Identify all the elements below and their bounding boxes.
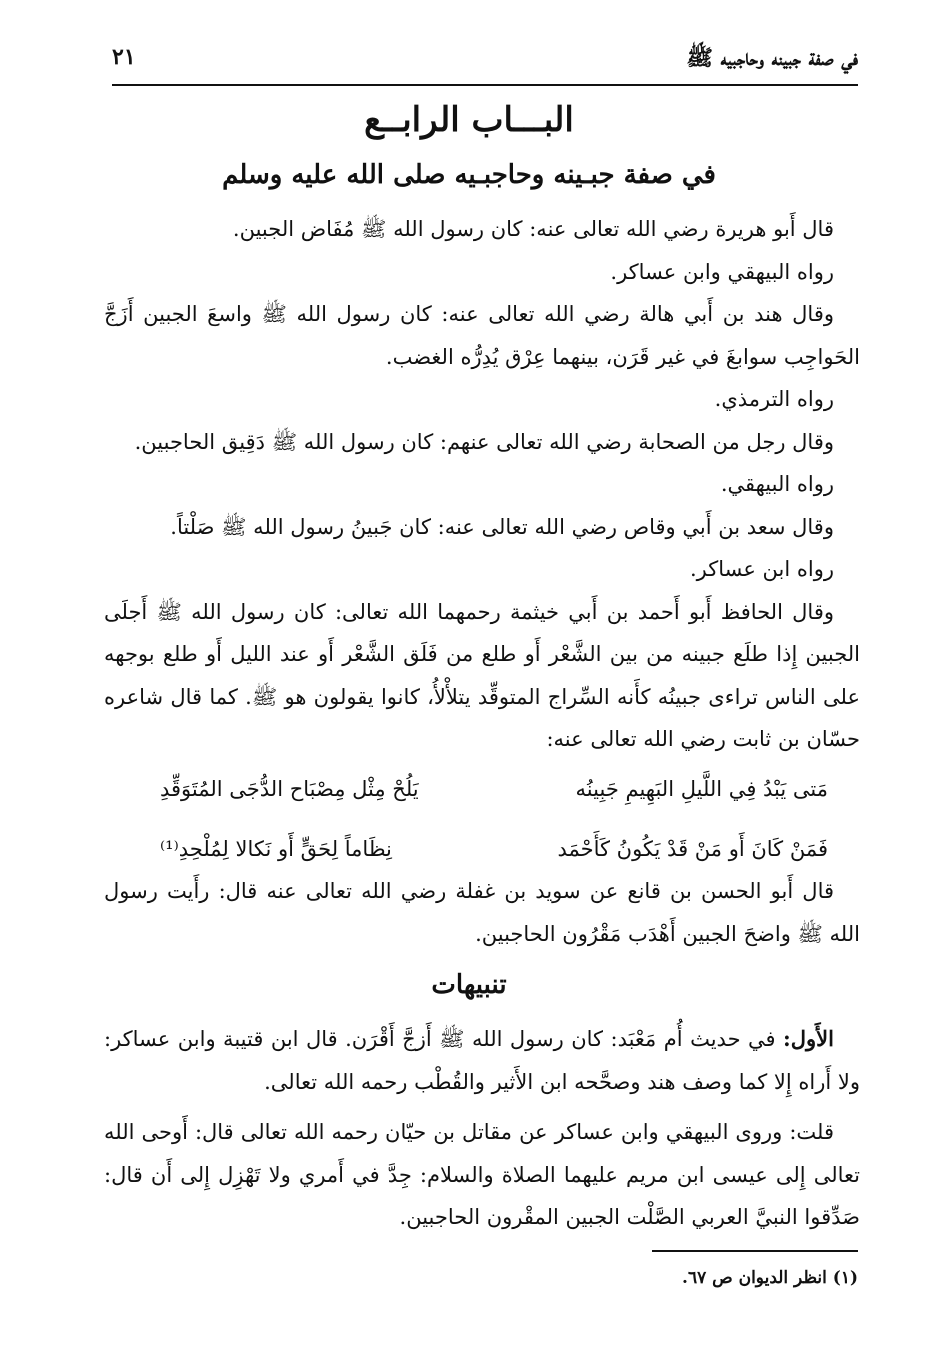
paragraph: رواه ابن عساكر. (689, 557, 834, 581)
page-number: ٢١ (112, 44, 136, 70)
paragraph: وقال رجل من الصحابة رضي الله تعالى عنهم: كان رسول الله ﷺ دَقِيق الحاجبين. (134, 429, 834, 454)
chapter-subtitle: في صفة جبـينه وحاجبـيه صلى الله عليه وسلم (222, 160, 716, 190)
paragraph: رواه الترمذي. (714, 387, 834, 411)
chapter-title: البـــاب الرابــع (364, 100, 574, 140)
poem-verse (160, 768, 828, 828)
poem-first-hemistich: مَتى يَبْدُ فِي اللَّيلِ البَهِيمِ جَبِينُه (575, 777, 828, 801)
after-poem-text (104, 870, 860, 955)
poem-second-hemistich: نِظَاماً لِحَقٍّ أَو نَكالا لِمُلْحِدِ⁽¹⁾ (160, 837, 392, 861)
note-first-text: في حديث أُم مَعْبَد: كان رسول الله ﷺ أَزجَّ أَقْرَن. قال ابن قتيبة وابن عساكر: ولا أَراه إِلا كما وصف هند وصحَّحه ابن الأَثير والقُطْب رحمه الله تعالى. (104, 1027, 860, 1094)
note-first (104, 1018, 860, 1103)
paragraph: وقال الحافظ أَبو أَحمد بن أَبي خيثمة رحمهما الله تعالى: كان رسول الله ﷺ أَجلَى الجبين إِذا طلَع جبينه من بين الشَّعْر أَو طلع من فَلَق الشَّعْر أَو عند الليل أَو طلع بوجهه على الناس تراءى جبينُه كأَنه السِّراج المتوقِّد يتلأْلأُ، كانوا يقولون هو ﷺ. كما قال شاعره حسّان بن ثابت رضي الله تعالى عنه: (104, 599, 860, 751)
body-text (104, 208, 860, 761)
paragraph: رواه البيهقي وابن عساكر. (610, 259, 834, 284)
paragraph: وقال هند بن أَبي هالة رضي الله تعالى عنه: كان رسول الله ﷺ واسعَ الجبين أَزَجَّ الحَواجِب سوابغَ في غير قَرَن، بينهما عِرْق يُدِرُّه الغضب. (104, 302, 860, 369)
running-header (112, 36, 858, 86)
notes-heading: تنبيهات (431, 970, 507, 1000)
poem-first-hemistich: فَمَنْ كَانَ أَو مَنْ قَدْ يَكُونُ كَأَحْمَد (557, 837, 828, 861)
footnote-divider (652, 1250, 858, 1252)
note-second: قلت: وروى البيهقي وابن عساكر عن مقاتل بن حيّان رحمه الله تعالى قال: أَوحى الله تعالى إِلى عيسى ابن مريم عليهما الصلاة والسلام: جِدَّ في أَمري ولا تَهْزِل إِلى أَن قال: صَدِّقوا النبيَّ العربي الصَّلْت الجبين المقْرون الحاجبين. (104, 1120, 860, 1229)
paragraph: رواه البيهقي. (720, 472, 834, 496)
paragraph: قال أَبو هريرة رضي الله تعالى عنه: كان رسول الله ﷺ مُفَاض الجبين. (232, 217, 834, 241)
poem-second-hemistich: يَلُحْ مِثْل مِصْبَاح الدُّجَى المُتَوَقِّدِ (160, 777, 419, 801)
notes-section (104, 1018, 860, 1239)
paragraph: قال أَبو الحسن بن قانع عن سويد بن غفلة رضي الله تعالى عنه قال: رأَيت رسول الله ﷺ واضحَ الجبين أَهْدَب مَقْرُون الحاجبين. (104, 879, 860, 946)
paragraph: وقال سعد بن أَبي وقاص رضي الله تعالى عنه: كان جَبينُ رسول الله ﷺ صَلْتاً. (170, 514, 834, 539)
footnote: (١) انظر الديوان ص ٦٧. (682, 1268, 858, 1288)
running-header-title: في صفة جبينه وحاجبيه ﷺ (686, 45, 858, 71)
note-first-lead: الأَول: (783, 1026, 834, 1051)
